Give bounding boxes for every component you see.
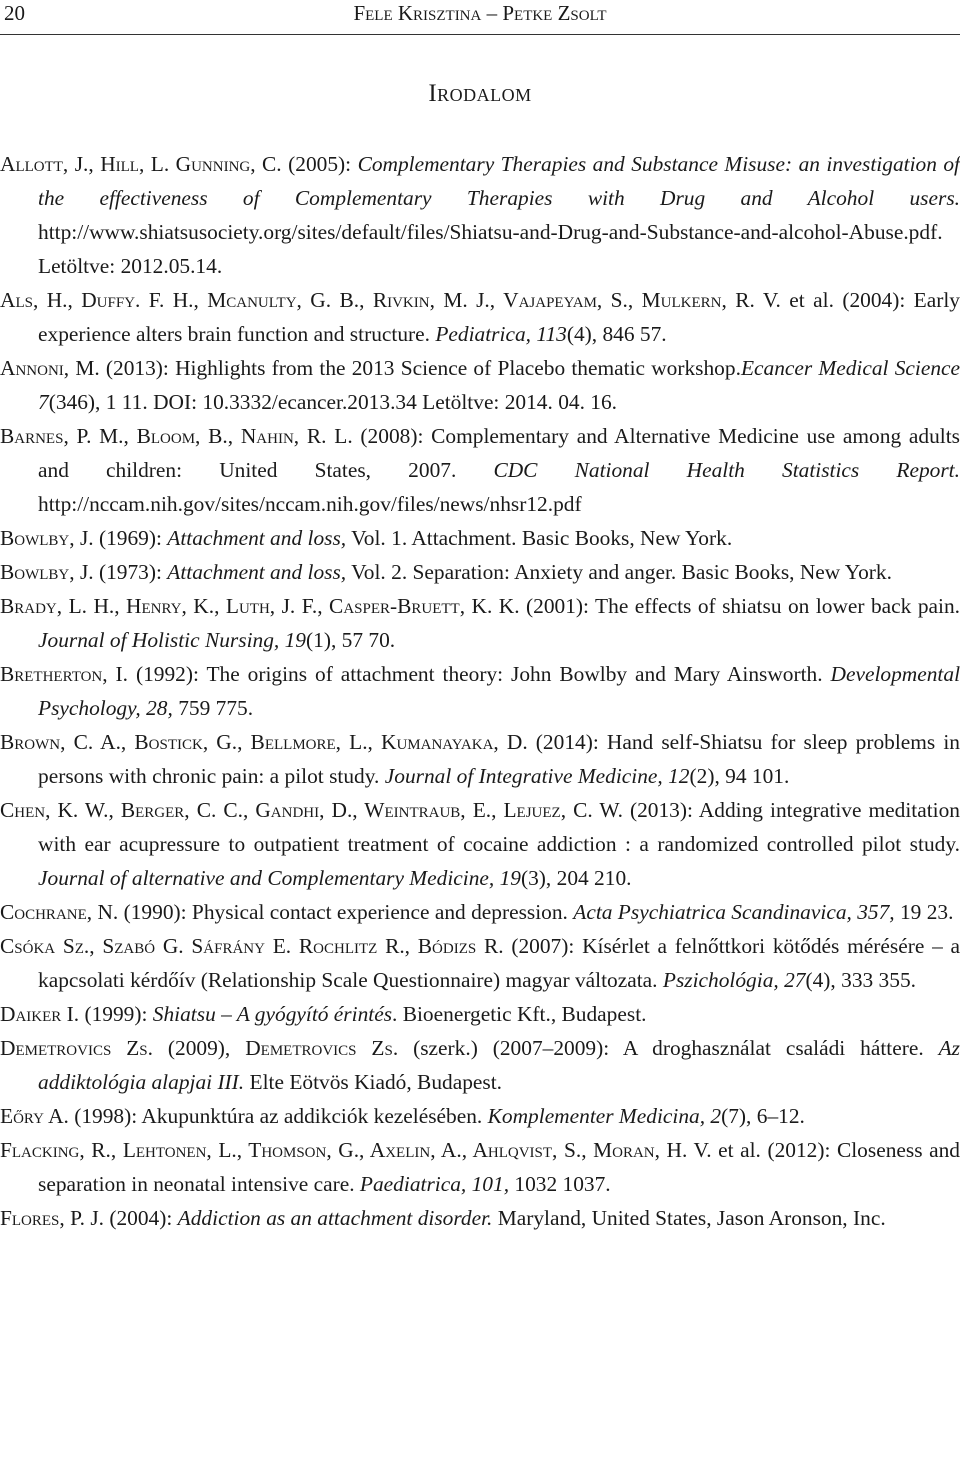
reference-text: 1032 1037. (509, 1172, 611, 1196)
reference-title: Attachment and loss, (167, 526, 347, 550)
reference-text: (1998): Akupunktúra az addikciók kezelésében. (68, 1104, 488, 1128)
reference-text: (4), 333 355. (805, 968, 916, 992)
reference-entry (0, 1099, 960, 1133)
reference-title: Addiction as an attachment disorder. (177, 1206, 493, 1230)
reference-authors: Allott, J., Hill, L. Gunning, C. (0, 152, 282, 176)
reference-text: (2007): Kísérlet a felnőttkori kötődés mérésére – a kapcsolati kérdőív (Relationship Scale Questionnaire) magyar változata. (38, 934, 960, 992)
reference-title: Developmental Psychology, 28, (38, 662, 960, 720)
reference-entry (0, 793, 960, 895)
reference-authors: Bretherton, I. (0, 662, 129, 686)
reference-text: et al. (2004): Early experience alters brain function and structure. (38, 288, 960, 346)
reference-authors: Csóka Sz., Szabó G. Sáfrány E. Rochlitz R., Bódizs R. (0, 934, 504, 958)
reference-text: (2013): Highlights from the 2013 Science of Placebo thematic workshop. (99, 356, 741, 380)
reference-text: 19 23. (894, 900, 954, 924)
reference-authors: Flores, P. J. (0, 1206, 104, 1230)
reference-entry (0, 1031, 960, 1099)
reference-text: (2009), (152, 1036, 246, 1060)
reference-text: (1973): (93, 560, 168, 584)
reference-text: (2005): (281, 152, 358, 176)
reference-text: (szerk.) (2007–2009): A droghasználat családi háttere. (398, 1036, 939, 1060)
reference-title: Attachment and loss, (167, 560, 347, 584)
reference-entry (0, 589, 960, 657)
reference-text: http://www.shiatsusociety.org/sites/default/files/Shiatsu-and-Drug-and-Substance-and-alcohol-Abuse.pdf. Letöltve: 2012.05.14. (38, 220, 943, 278)
reference-title: Journal of alternative and Complementary Medicine, 19 (38, 866, 521, 890)
reference-text: (2001): The effects of shiatsu on lower back pain. (519, 594, 960, 618)
reference-entry (0, 521, 960, 555)
reference-text: (346), 1 11. DOI: 10.3332/ecancer.2013.34 Letöltve: 2014. 04. 16. (48, 390, 618, 414)
reference-entry (0, 1133, 960, 1201)
reference-text: (1990): Physical contact experience and depression. (118, 900, 574, 924)
reference-text: http://nccam.nih.gov/sites/nccam.nih.gov/files/news/nhsr12.pdf (38, 492, 582, 516)
reference-authors: Daiker I. (0, 1002, 80, 1026)
reference-title: Journal of Holistic Nursing, 19 (38, 628, 306, 652)
reference-text: Elte Eötvös Kiadó, Budapest. (244, 1070, 503, 1094)
reference-authors: Chen, K. W., Berger, C. C., Gandhi, D., Weintraub, E., Lejuez, C. W. (0, 798, 623, 822)
reference-entry (0, 929, 960, 997)
reference-title: Pediatrica, 113 (435, 322, 567, 346)
reference-text: 759 775. (172, 696, 254, 720)
page-number: 20 (4, 1, 25, 25)
reference-text: (2008): Complementary and Alternative Medicine use among adults and children: United States, 2007. (38, 424, 960, 482)
reference-text: (1969): (93, 526, 168, 550)
reference-text: (1999): (79, 1002, 153, 1026)
reference-authors: Brady, L. H., Henry, K., Luth, J. F., Casper-Bruett, K. K. (0, 594, 520, 618)
reference-text: (1992): The origins of attachment theory: John Bowlby and Mary Ainsworth. (128, 662, 831, 686)
reference-list (0, 147, 960, 1235)
reference-title: Paediatrica, 101, (359, 1172, 510, 1196)
reference-text: (2004): (104, 1206, 178, 1230)
reference-authors: Bowlby, J. (0, 526, 94, 550)
reference-title: Pszichológia, 27 (662, 968, 806, 992)
reference-text: (4), 846 57. (566, 322, 667, 346)
reference-authors: Bowlby, J. (0, 560, 94, 584)
reference-text: (2013): Adding integrative meditation with ear acupressure to outpatient treatment of cocaine addiction : a randomized controlled pilot study. (38, 798, 960, 856)
reference-entry (0, 895, 960, 929)
reference-text: (7), 6–12. (721, 1104, 805, 1128)
reference-authors: Cochrane, N. (0, 900, 119, 924)
reference-entry (0, 555, 960, 589)
reference-text: Vol. 1. Attachment. Basic Books, New York. (346, 526, 733, 550)
reference-title: CDC National Health Statistics Report. (493, 458, 960, 482)
reference-entry (0, 283, 960, 351)
section-title: Irodalom (428, 80, 532, 107)
reference-text: (2014): Hand self-Shiatsu for sleep problems in persons with chronic pain: a pilot study. (38, 730, 960, 788)
reference-text: . Bioenergetic Kft., Budapest. (392, 1002, 647, 1026)
reference-text: Maryland, United States, Jason Aronson, Inc. (492, 1206, 886, 1230)
reference-entry (0, 351, 960, 419)
reference-entry (0, 657, 960, 725)
reference-authors: Annoni, M. (0, 356, 100, 380)
header-rule (0, 34, 960, 35)
running-header (0, 0, 960, 30)
reference-title: Acta Psychiatrica Scandinavica, 357, (573, 900, 895, 924)
reference-title: Journal of Integrative Medicine, 12 (384, 764, 690, 788)
reference-entry (0, 419, 960, 521)
reference-text: (1), 57 70. (306, 628, 396, 652)
reference-authors: Flacking, R., Lehtonen, L., Thomson, G., Axelin, A., Ahlqvist, S., Moran, H. V. (0, 1138, 712, 1162)
reference-title: Komplementer Medicina, 2 (487, 1104, 722, 1128)
reference-authors: Demetrovics Zs. (245, 1036, 399, 1060)
reference-authors: Barnes, P. M., Bloom, B., Nahin, R. L. (0, 424, 353, 448)
reference-authors: Demetrovics Zs. (0, 1036, 153, 1060)
reference-title: Ecancer Medical Science 7 (38, 356, 960, 414)
reference-text: et al. (2012): Closeness and separation in neonatal intensive care. (38, 1138, 960, 1196)
reference-text: (2), 94 101. (689, 764, 790, 788)
reference-title: Shiatsu – A gyógyító érintés (152, 1002, 393, 1026)
reference-text: (3), 204 210. (520, 866, 632, 890)
reference-title: Az addiktológia alapjai III. (38, 1036, 960, 1094)
reference-text: Vol. 2. Separation: Anxiety and anger. Basic Books, New York. (346, 560, 892, 584)
reference-authors: Brown, C. A., Bostick, G., Bellmore, L., Kumanayaka, D. (0, 730, 528, 754)
reference-entry (0, 147, 960, 283)
reference-title: Complementary Therapies and Substance Misuse: an investigation of the effectiveness of Complementary Therapies with Drug and Alcohol users. (38, 152, 960, 210)
reference-entry (0, 1201, 960, 1235)
reference-entry (0, 725, 960, 793)
reference-authors: Als, H., Duffy. F. H., Mcanulty, G. B., Rivkin, M. J., Vajapeyam, S., Mulkern, R. V. (0, 288, 781, 312)
header-authors: Fele Krisztina – Petke Zsolt (353, 1, 607, 25)
reference-entry (0, 997, 960, 1031)
reference-authors: Eőry A. (0, 1104, 69, 1128)
